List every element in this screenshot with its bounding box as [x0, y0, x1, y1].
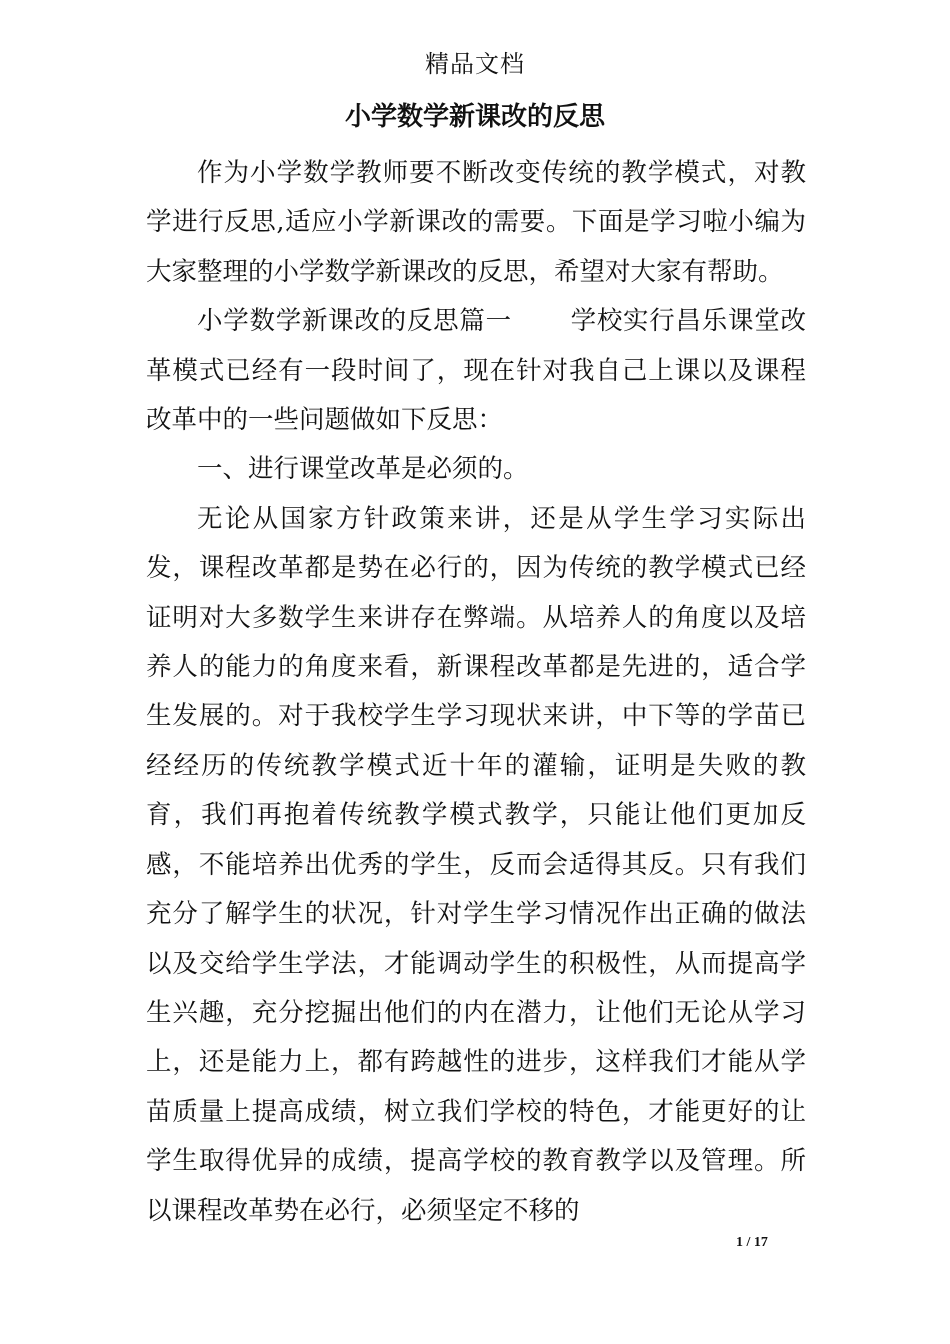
main-paragraph: 无论从国家方针政策来讲，还是从学生学习实际出发，课程改革都是势在必行的，因为传统的教学模式已经证明对大多数学生来讲存在弊端。从培养人的角度以及培养人的能力的角度来看，新课程改革都是先进的，适合学生发展的。对于我校学生学习现状来讲，中下等的学苗已经经历的传统教学模式近十年的灌输，证明是失败的教育，我们再抱着传统教学模式教学，只能让他们更加反感，不能培养出优秀的学生，反而会适得其反。只有我们充分了解学生的状况，针对学生学习情况作出正确的做法以及交给学生学法，才能调动学生的积极性，从而提高学生兴趣，充分挖掘出他们的内在潜力，让他们无论从学习上，还是能力上，都有跨越性的进步，这样我们才能从学苗质量上提高成绩，树立我们学校的特色，才能更好的让学生取得优异的成绩，提高学校的教育教学以及管理。所以课程改革势在必行，必须坚定不移的 [146, 503, 806, 1226]
document-title: 小学数学新课改的反思 [344, 102, 605, 132]
page-number: 1 / 17 [736, 1235, 768, 1250]
section-paragraph [146, 297, 806, 445]
intro-paragraph: 作为小学数学教师要不断改变传统的教学模式，对教学进行反思,适应小学新课改的需要。下面是学习啦小编为大家整理的小学数学新课改的反思，希望对大家有帮助。 [146, 158, 806, 287]
header-label: 精品文档 [425, 50, 525, 78]
point-one-heading: 一、进行课堂改革是必须的。 [197, 454, 529, 485]
document-body [146, 149, 806, 1236]
section-lead: 学校实行昌乐课堂改革模式已经有一段时间了，现在针对我自己上课以及课程改革中的一些问题做如下反思： [146, 306, 806, 436]
section-heading: 小学数学新课改的反思篇一 [197, 306, 512, 337]
